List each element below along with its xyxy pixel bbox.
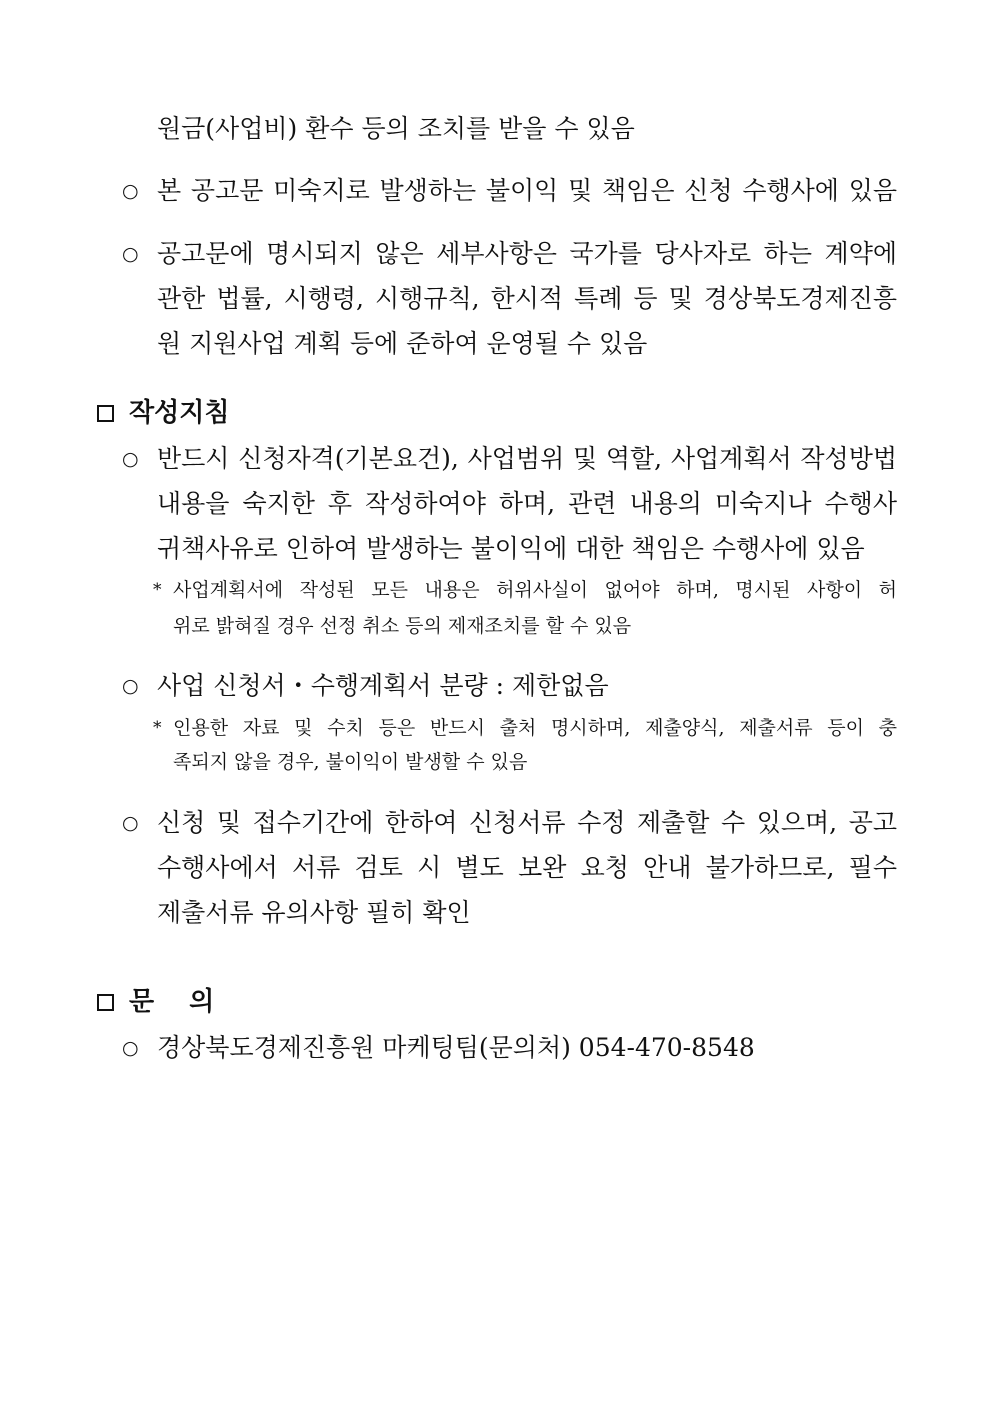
notice-item-1: 본 공고문 미숙지로 발생하는 불이익 및 책임은 신청 수행사에 있음: [157, 176, 897, 205]
continuation-line: 원금(사업비) 환수 등의 조치를 받을 수 있음: [157, 114, 635, 143]
bullet-circle: ○: [122, 675, 139, 697]
notice-item-2-line-1: 공고문에 명시되지 않은 세부사항은 국가를 당사자로 하는 계약에: [157, 239, 897, 268]
writing-item-1-line-2: 내용을 숙지한 후 작성하여야 하며, 관련 내용의 미숙지나 수행사: [157, 489, 897, 518]
writing-note-1-line-1: 사업계획서에 작성된 모든 내용은 허위사실이 없어야 하며, 명시된 사항이 허: [173, 579, 897, 601]
checkbox-square-icon: [97, 405, 114, 422]
writing-item-2: 사업 신청서・수행계획서 분량 : 제한없음: [157, 671, 609, 700]
bullet-circle: ○: [122, 243, 139, 265]
writing-item-3-line-3: 제출서류 유의사항 필히 확인: [157, 898, 471, 927]
writing-item-3-line-2: 수행사에서 서류 검토 시 별도 보완 요청 안내 불가하므로, 필수: [157, 853, 897, 882]
writing-note-1-line-2: 위로 밝혀질 경우 선정 취소 등의 제재조치를 할 수 있음: [173, 615, 632, 637]
note-marker: *: [153, 718, 162, 738]
bullet-circle: ○: [122, 1037, 139, 1059]
writing-note-2-line-1: 인용한 자료 및 수치 등은 반드시 출처 명시하며, 제출양식, 제출서류 등이 충: [173, 717, 897, 739]
bullet-circle: ○: [122, 812, 139, 834]
checkbox-square-icon: [97, 994, 114, 1011]
note-marker: *: [153, 580, 162, 600]
section-title-writing: 작성지침: [129, 398, 230, 428]
writing-item-1-line-3: 귀책사유로 인하여 발생하는 불이익에 대한 책임은 수행사에 있음: [157, 534, 865, 563]
writing-item-3-line-1: 신청 및 접수기간에 한하여 신청서류 수정 제출할 수 있으며, 공고: [157, 808, 897, 837]
writing-note-2-line-2: 족되지 않을 경우, 불이익이 발생할 수 있음: [173, 751, 528, 773]
section-title-contact: 문 의: [129, 987, 215, 1017]
bullet-circle: ○: [122, 448, 139, 470]
contact-item: 경상북도경제진흥원 마케팅팀(문의처) 054-470-8548: [157, 1033, 755, 1062]
notice-item-2-line-3: 원 지원사업 계획 등에 준하여 운영될 수 있음: [157, 329, 648, 358]
notice-item-2-line-2: 관한 법률, 시행령, 시행규칙, 한시적 특례 등 및 경상북도경제진흥: [157, 284, 897, 313]
bullet-circle: ○: [122, 180, 139, 202]
writing-item-1-line-1: 반드시 신청자격(기본요건), 사업범위 및 역할, 사업계획서 작성방법: [157, 444, 897, 473]
